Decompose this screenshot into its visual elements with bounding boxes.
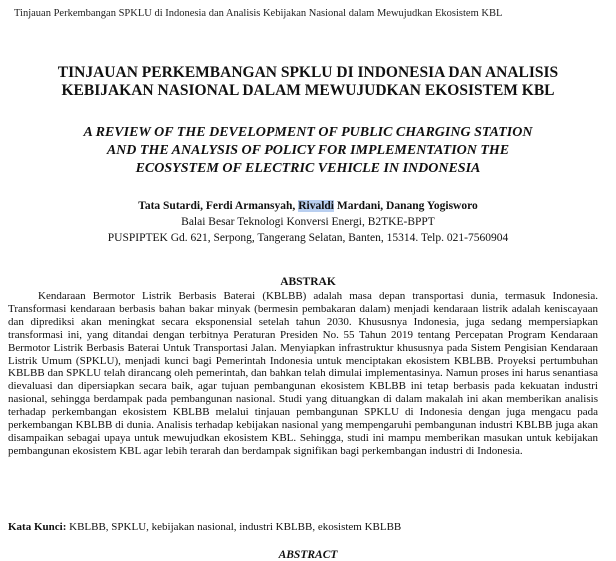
title-english (0, 124, 616, 178)
affiliation-line-1: Balai Besar Teknologi Konversi Energi, B2TKE-BPPT (181, 216, 435, 228)
title-english-line-2: AND THE ANALYSIS OF POLICY FOR IMPLEMENTATION THE (106, 143, 510, 158)
title-indonesian-line-2: KEBIJAKAN NASIONAL DALAM MEWUJUDKAN EKOSISTEM KBL (61, 82, 555, 99)
running-header: Tinjauan Perkembangan SPKLU di Indonesia dan Analisis Kebijakan Nasional dalam Mewujudkan Ekosistem KBL (14, 8, 503, 19)
keywords-value: KBLBB, SPKLU, kebijakan nasional, industri KBLBB, ekosistem KBLBB (66, 521, 402, 533)
keywords-label: Kata Kunci: (8, 521, 67, 533)
highlighted-author-selection[interactable]: Rivaldi (298, 200, 334, 212)
abstract-heading: ABSTRAK (280, 276, 336, 288)
title-indonesian (0, 64, 616, 100)
authors-after: Mardani, Danang Yogisworo (333, 200, 478, 212)
affiliation-line-2: PUSPIPTEK Gd. 621, Serpong, Tangerang Selatan, Banten, 15314. Telp. 021-7560904 (107, 232, 509, 244)
authors-before: Tata Sutardi, Ferdi Armansyah, (138, 200, 299, 212)
title-english-line-3: ECOSYSTEM OF ELECTRIC VEHICLE IN INDONESIA (135, 161, 481, 176)
author-list (0, 200, 616, 212)
abstract-english-heading: ABSTRACT (278, 549, 338, 561)
abstract-body: Kendaraan Bermotor Listrik Berbasis Baterai (KBLBB) adalah masa depan transportasi dunia, termasuk Indonesia. Transformasi kendaraan berbasis bahan bakar minyak (bermesin pembakaran dalam) menjadi kendaraan listrik adalah keniscayaan dan diprediksi akan meningkat secara eksponensial setelah tahun 2030. Khususnya Indonesia, juga sedang mempersiapkan transformasi ini, yang ditandai dengan terbitnya Peraturan Presiden No. 55 Tahun 2019 tentang Percepatan Program Kendaraan Bermotor Listrik Berbasis Baterai Untuk Transportasi Jalan. Menyiapkan infrastruktur khususnya pada Sistem Pengisian Kendaraan Listrik Umum (SPKLU), menjadi kunci bagi Pemerintah Indonesia untuk menciptakan ekosistem KBLBB. Proyeksi pertumbuhan KBLBB dan SPKLU telah dirancang oleh pemerintah, dan bahkan telah dimulai implementasinya. Namun proses ini harus senantiasa dievaluasi dan dipersiapkan secara baik, agar tujuan pembangunan ekosistem KBLBB ini tetap berbasis pada kekuatan industri nasional, sehingga berdampak pada pembangunan nasional. Studi yang dituangkan di dalam makalah ini akan memberikan analisis terhadap perkembangan ekosistem KBLBB melalui tinjauan pembangunan SPKLU di Indonesia dengan juga mengacu pada perkembangan KBLBB di dunia. Analisis terhadap kebijakan nasional yang mempengaruhi pembangunan industri KBLBB juga akan disampaikan sebagai upaya untuk mewujudkan ekosistem KBL. Sehingga, studi ini mampu memberikan masukan untuk kebijakan pembangunan ekosistem KBL agar lebih terarah dan berdampak signifikan bagi perkembangan industri di Indonesia. (8, 290, 598, 457)
keywords (8, 521, 598, 533)
title-indonesian-line-1: TINJAUAN PERKEMBANGAN SPKLU DI INDONESIA DAN ANALISIS (57, 64, 559, 81)
title-english-line-1: A REVIEW OF THE DEVELOPMENT OF PUBLIC CHARGING STATION (83, 125, 533, 140)
